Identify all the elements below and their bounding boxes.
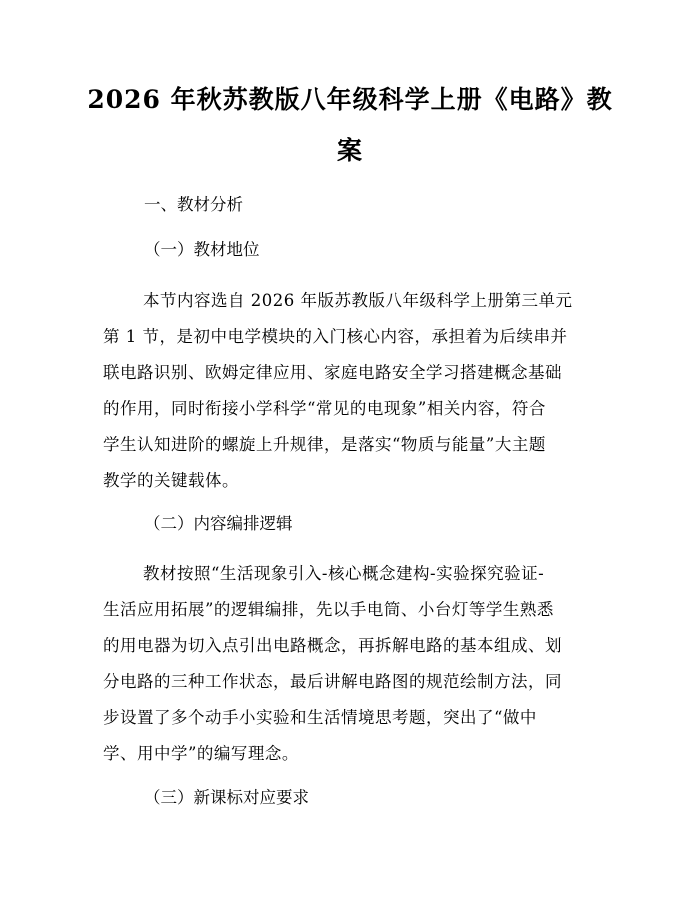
section-heading-material-position: （一）教材地位	[144, 240, 260, 259]
paragraph-content-logic	[103, 556, 603, 772]
paragraph-line: 学生认知进阶的螺旋上升规律，是落实“物质与能量”大主题	[103, 435, 546, 454]
paragraph-line: 本节内容选自 2026 年版苏教版八年级科学上册第三单元	[143, 291, 573, 310]
paragraph-line: 生活应用拓展”的逻辑编排，先以手电筒、小台灯等学生熟悉	[103, 600, 554, 619]
paragraph-line: 教学的关键载体。	[103, 471, 239, 490]
paragraph-line: 步设置了多个动手小实验和生活情境思考题，突出了“做中	[103, 708, 537, 727]
paragraph-material-position	[103, 283, 603, 499]
section-heading-curriculum-standard: （三）新课标对应要求	[144, 788, 309, 807]
paragraph-line: 教材按照“生活现象引入-核心概念建构-实验探究验证-	[143, 564, 545, 583]
section-heading-content-logic: （二）内容编排逻辑	[144, 514, 293, 533]
paragraph-line: 联电路识别、欧姆定律应用、家庭电路安全学习搭建概念基础	[103, 363, 562, 382]
document-title-line-2: 案	[336, 136, 363, 165]
document-title-line-1: 2026 年秋苏教版八年级科学上册《电路》教	[87, 85, 613, 114]
paragraph-line: 的作用，同时衔接小学科学“常见的电现象”相关内容，符合	[103, 399, 546, 418]
section-heading-teaching-material-analysis: 一、教材分析	[144, 195, 243, 214]
paragraph-line: 学、用中学”的编写理念。	[103, 744, 299, 763]
paragraph-line: 第 1 节，是初中电学模块的入门核心内容，承担着为后续串并	[103, 327, 568, 346]
paragraph-line: 的用电器为切入点引出电路概念，再拆解电路的基本组成、划	[103, 636, 562, 655]
paragraph-line: 分电路的三种工作状态，最后讲解电路图的规范绘制方法，同	[103, 672, 562, 691]
